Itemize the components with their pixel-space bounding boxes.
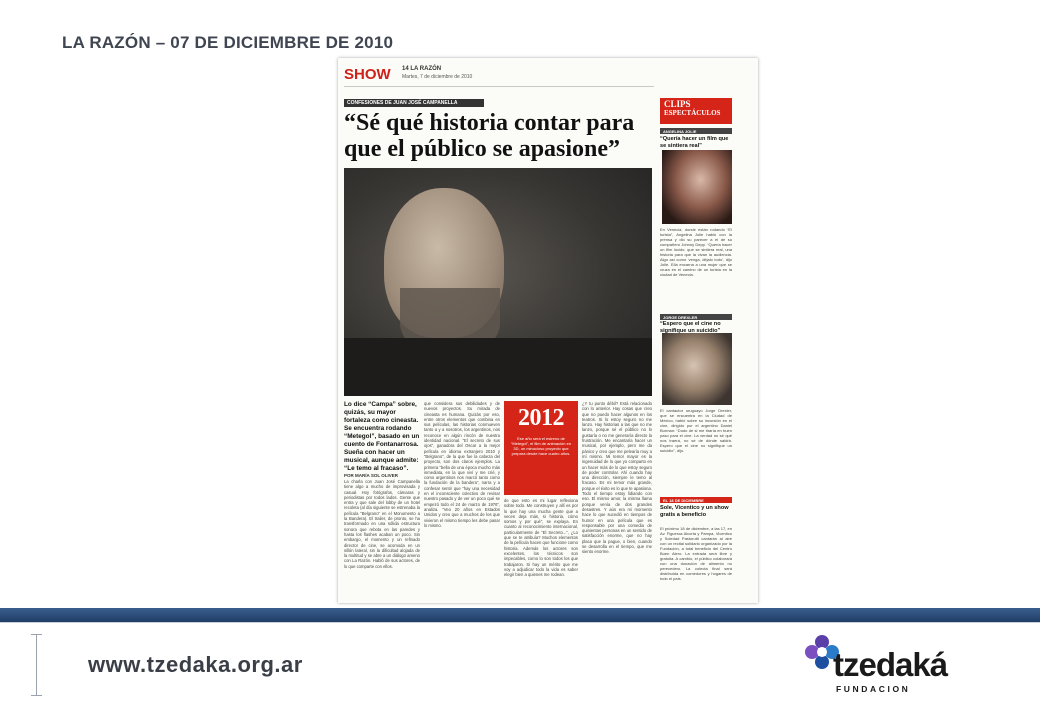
footer-bracket [36, 634, 37, 696]
clips-sublabel: ESPECTÁCULOS [664, 109, 721, 117]
clips-label: CLIPS [664, 99, 691, 109]
slide-title: LA RAZÓN – 07 DE DICIEMBRE DE 2010 [62, 33, 394, 52]
sidebar-photo-2 [662, 333, 732, 405]
article-column-2: que considera sus debilidades y de nuevos proyectos. Su mirada de cineasta es humana. Quizás por eso, entre otros elementos que combina en sus películas, las historias conmueven tanto a y a nosotros, los argentinos, nos reconoce en algún rincón de nuestra identidad nacional. “El secreto de sus ojos”, ganadora del Oscar a la mejor película en idioma extranjero 2010 y “Belgrano”, de la que fue la cabeza del proyecto, son dos claros ejemplos. La primera “bella de una época mucho más inmediata, en la que viví y me crié, y como argentinos nos marcó tanto como la fundación de la bandera”, narra y a confesar sentir que “hay una necesidad en el inconsciente colectivo de revisar nuestro pasado y de ver un poco qué se empezó todo el 24 de marzo de 1976”, analiza. “Veo 20 años en Estados Unidos y creo que a muchos de los que vivieron el mismo tiempo les debe pasar lo mismo. [424, 401, 500, 528]
newspaper-clipping [338, 58, 758, 603]
article-byline: POR MARÍA SOL OLIVER [344, 473, 399, 478]
logo-subtitle: FUNDACION [836, 684, 911, 694]
sidebar-quote-1: “Quería hacer un film que se sintiera real” [660, 136, 729, 149]
publication-date: Martes, 7 de diciembre de 2010 [402, 74, 473, 80]
sidebar-tag-1: ANGELINA JOLIE [660, 128, 732, 134]
footer-divider [0, 622, 1040, 623]
article-column-4: ¿Y tu punto débil? Está relacionado con lo anterior. Hay cosas que creo que no puedo hacer algunos en los teatros. Si lo estoy seguro no me lanzo. Hay historias a las que no me lanzo, porque sé el público no lo gustaría o no me generaría directo la frustración. Me encantaría hacer un musical, por ejemplo, pero me da pánico y creo que me pelearía muy a mí mismo. Mi temor mayor es la ingenuidad de lo que yo comparto en un hacer más de lo que estoy seguro de poder controlar. Ahí cuando hay una dirección, siempre le temo al fracaso. Es mi temor más grande, porque el éxito es lo que te apasiona. Todo el tiempo estoy lidiando con eso. El mismo amor, la misma llama porque venía de dos grandes desastres. Y aún era mi momento hace lo que sucedió en tiempos de humor en una película que es responsable por una comedia de quinientas personas en un sentido de satisfacción enorme, que no hay placa que la pague, o bien, cuando se desarrolla en el tiempo, que me siento enorme. [582, 401, 652, 555]
clipping-header [344, 64, 744, 86]
logo-wordmark: tzedaká [833, 646, 948, 683]
article-column-1: La charla con Juan José Campanella tiene algo a mucho de improvisada y casual. Hoy fotógrafos, cámaras y periodistas por todos lados. Gente que entra y que sale del lobby de un hotel recoleta (al día siguiente se estrenaba la película “Belgrano” en el Monumento a la Bandera). El trailer, de pronto, se ha transformado en una sólida estructura sonora que rebota en las paredes y hasta los flashes acaban un poco. Sin embargo, el momento y un refinado director de cine, se acomoda en un sillón lateral, sin la dificultad alojada de la multitud y se abre a un diálogo ameno con La Razón. Habló de sus actores, de lo que comparte con ellos. [344, 479, 420, 569]
article-lede: Lo dice “Campa” sobre, quizás, su mayor fortaleza como cineasta. Se encuentra rodando “Metegol”, basado en un cuento de Fontanarrosa. Sueña con hacer un musical, aunque admite: “Le temo al fracaso”. [344, 401, 420, 472]
sidebar-quote-2: “Espero que el cine no signifique un suicidio” [660, 321, 721, 334]
sidebar-quote-3: Sole, Vicentico y un show gratis a beneficio [660, 505, 729, 518]
article-column-3: de que esto es mi lugar reflexiona sobre todo. Me construyen y allí es por lo que hay una mucha gente que a veces deja más, si historia, cómo somos y por qué”, se explaya. En cuanto al reconocimiento internacional, particularmente de “El Secreto...”, ¿Lo que se te atribuía? Muchos elementos de la película hacen que funcione como historia. Además los actores son excelentes, los técnicos son impecables, como lo son todos los que trabajaron. Si hay un mérito que me voy a adjudicar todo la vida es saber elegir bien a quienes me rodean. [504, 498, 578, 578]
sidebar-photo-1 [662, 150, 732, 224]
footer-bar [0, 608, 1040, 622]
sidebar-tag-2: JORGE DREXLER [660, 314, 732, 320]
year-number: 2012 [518, 405, 564, 431]
article-kicker: CONFESIONES DE JUAN JOSÉ CAMPANELLA [344, 99, 484, 107]
year-box [504, 401, 578, 495]
sidebar-text-1: En Venecia, donde están rodando “El turista”, Angelina Jolie habló con la prensa y dio su parecer a el de su compañero Johnny Depp. “Quería hacer un film lúcido, que se sintiera real, una historia para que la vivan la audiencia. Algo así como ‘venga, déjalo todo’, dijo Jolie. Ella encarna a una mujer que se cruza en el camino de un turista en la ciudad de Venecia. [660, 227, 732, 277]
footer-bracket-top [31, 634, 42, 635]
website-url[interactable]: www.tzedaka.org.ar [88, 652, 303, 677]
publication-name: 14 LA RAZÓN [402, 66, 442, 72]
sidebar-text-2: El cantautor uruguayo Jorge Drexler, que se encuentra en la Ciudad de México, habló sobre su incursión en el cine, dirigido por el argentino Daniel Burman: “Dudo de si me tiraría en buen paso para el cine. La verdad no sé qué nos traerá, no sé de dónde saldrá. Espero que el cine no signifique un suicidio”, dijo. [660, 408, 732, 453]
article-headline: “Sé qué historia contar para que el público se apasione” [344, 110, 635, 162]
sidebar-tag-3: EL 18 DE DICIEMBRE [660, 497, 732, 503]
sidebar-text-3: El próximo 18 de diciembre, a las 17, en Av. Figueroa Alcorta y Pampa, Vicentico y Soledad Pastorutti cantarán al aire con un recital solidario organizado por la Fundación, a total beneficio del Centro Buen Alero. La entrada será libre y gratuita. A cambio, el público colaborará con una donación de alimento no perecedero. La colecta final será distribuida en comedores y hogares de todo el país. [660, 526, 732, 581]
photo-shirt [344, 338, 652, 396]
tzedaka-logo [800, 630, 970, 696]
footer-bracket-bottom [31, 695, 42, 696]
year-caption: Ese año será el estreno de “Metegol”, el film de animación en 3D, un minucioso proyecto que prepara desde hace cuatro años. [510, 436, 572, 456]
header-divider [344, 86, 654, 87]
article-photo [344, 168, 652, 396]
clips-header [660, 98, 732, 124]
section-name: SHOW [344, 66, 391, 83]
